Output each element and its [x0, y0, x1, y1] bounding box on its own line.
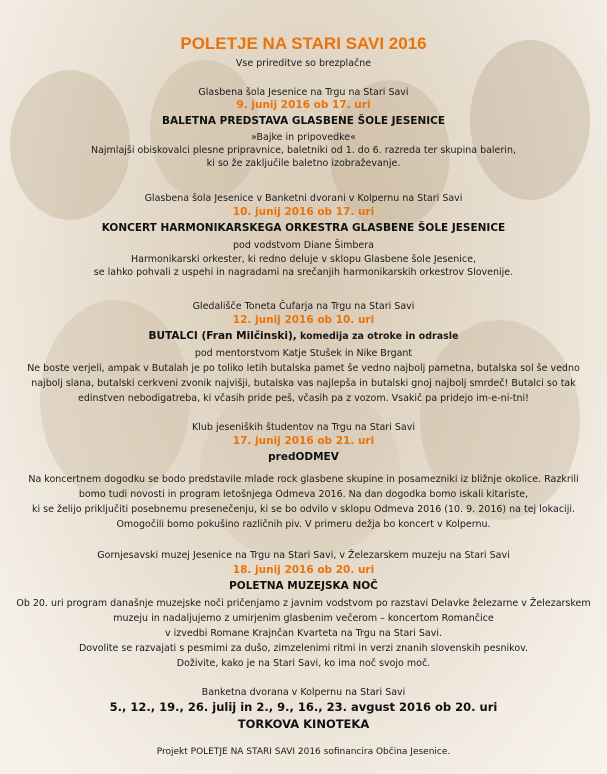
event-name: BALETNA PREDSTAVA GLASBENE ŠOLE JESENICE — [161, 115, 446, 127]
event-line: ki so že zaključile baletno izobraževanje. — [206, 158, 401, 169]
event-line: se lahko pohvali z uspehi in nagradami na srečanjih harmonikarskih orkestrov Slovenije. — [93, 267, 514, 278]
event-line: Doživite, kako je na Stari Savi, ko ima noč svojo moč. — [176, 658, 431, 669]
event-name-line — [0, 330, 607, 343]
poster-subtitle: Vse prireditve so brezplačne — [235, 58, 372, 69]
event-line: Omogočili bomo pokušino različnih piv. V primeru dežja bo koncert v Kolpernu. — [116, 519, 491, 530]
event-line: Na koncertnem dogodku se bodo predstavile mlade rock glasbene skupine in posamezniki iz bližnje okolice. Razkrili — [28, 474, 579, 485]
event-line: Ne boste verjeli, ampak v Butalah je po toliko letih butalska pamet še vedno najbolj pametna, butalska sol še vedno — [27, 363, 580, 374]
event-name: BUTALCI (Fran Milčinski), — [148, 330, 297, 342]
event-venue: Glasbena šola Jesenice v Banketni dvorani v Kolpernu na Stari Savi — [144, 193, 463, 204]
event-date: 9. junij 2016 ob 17. uri — [236, 99, 371, 111]
kino-name: TORKOVA KINOTEKA — [237, 717, 370, 731]
event-name: predODMEV — [268, 451, 339, 463]
event-line: bomo tudi novosti in program letošnjega Odmeva 2016. Na dan dogodka bomo iskali kitariste, — [78, 489, 529, 500]
event-line: ki se želijo priključiti posebnemu presenečenju, ki se bo odvilo v sklopu Odmeva 2016 (10. 9. 2016) na tej lokaciji. — [31, 504, 575, 515]
event-line: Harmonikarski orkester, ki redno deluje v sklopu Glasbene šole Jesenice, — [130, 254, 477, 265]
event-name: KONCERT HARMONIKARSKEGA ORKESTRA GLASBENE ŠOLE JESENICE — [101, 222, 506, 234]
event-date: 12. junij 2016 ob 10. uri — [232, 314, 375, 326]
event-line: najbolj slana, butalski cerkveni zvonik najvišji, butalska vas najlepša in butalski gnoj najbolj smrdeč! Butalci so tak — [31, 378, 576, 389]
event-line: v izvedbi Romane Krajnčan Kvarteta na Trgu na Stari Savi. — [164, 628, 443, 639]
event-line: pod vodstvom Diane Šimbera — [233, 240, 374, 251]
photo-figure — [150, 60, 260, 200]
event-venue: Gledališče Toneta Čufarja na Trgu na Stari Savi — [192, 301, 415, 312]
event-line: »Bajke in pripovedke« — [251, 132, 356, 143]
event-name-suffix: komedija za otroke in odrasle — [296, 331, 459, 342]
footer-note: Projekt POLETJE NA STARI SAVI 2016 sofinancira Občina Jesenice. — [156, 747, 451, 757]
event-line: Dovolite se razvajati s pesmimi za dušo, zimzelenimi ritmi in verzi znanih slovenskih pesnikov. — [78, 643, 529, 654]
poster-title: POLETJE NA STARI SAVI 2016 — [180, 34, 427, 53]
event-name: POLETNA MUZEJSKA NOČ — [229, 580, 378, 592]
event-venue: Klub jeseniških študentov na Trgu na Stari Savi — [192, 422, 415, 433]
event-line: Najmlajši obiskovalci plesne pripravnice, baletniki od 1. do 6. razreda ter skupina balerin, — [90, 145, 516, 156]
event-line: pod mentorstvom Katje Stušek in Nike Brgant — [194, 348, 413, 359]
event-venue: Glasbena šola Jesenice na Trgu na Stari Savi — [198, 87, 409, 98]
event-date: 10. junij 2016 ob 17. uri — [232, 206, 375, 218]
kino-dates: 5., 12., 19., 26. julij in 2., 9., 16., 23. avgust 2016 ob 20. uri — [109, 700, 498, 714]
event-date: 17. junij 2016 ob 21. uri — [232, 435, 375, 447]
kino-venue: Banketna dvorana v Kolpernu na Stari Savi — [201, 687, 406, 698]
photo-figure — [200, 380, 400, 560]
event-venue: Gornjesavski muzej Jesenice na Trgu na Stari Savi, v Železarskem muzeju na Stari Savi — [97, 550, 510, 561]
event-line: Ob 20. uri program današnje muzejske noči pričenjamo z javnim vodstvom po razstavi Delavke železarne v Železarskem — [16, 598, 591, 609]
event-line: muzeju in nadaljujemo z umirjenim glasbenim večerom – koncertom Romančice — [113, 613, 494, 624]
event-date: 18. junij 2016 ob 20. uri — [232, 564, 375, 576]
event-line: edinstven nebodigatreba, ki včasih pride peš, včasih pa z vozom. Vsakič pa pridejo im-e-ni-tni! — [78, 393, 529, 404]
